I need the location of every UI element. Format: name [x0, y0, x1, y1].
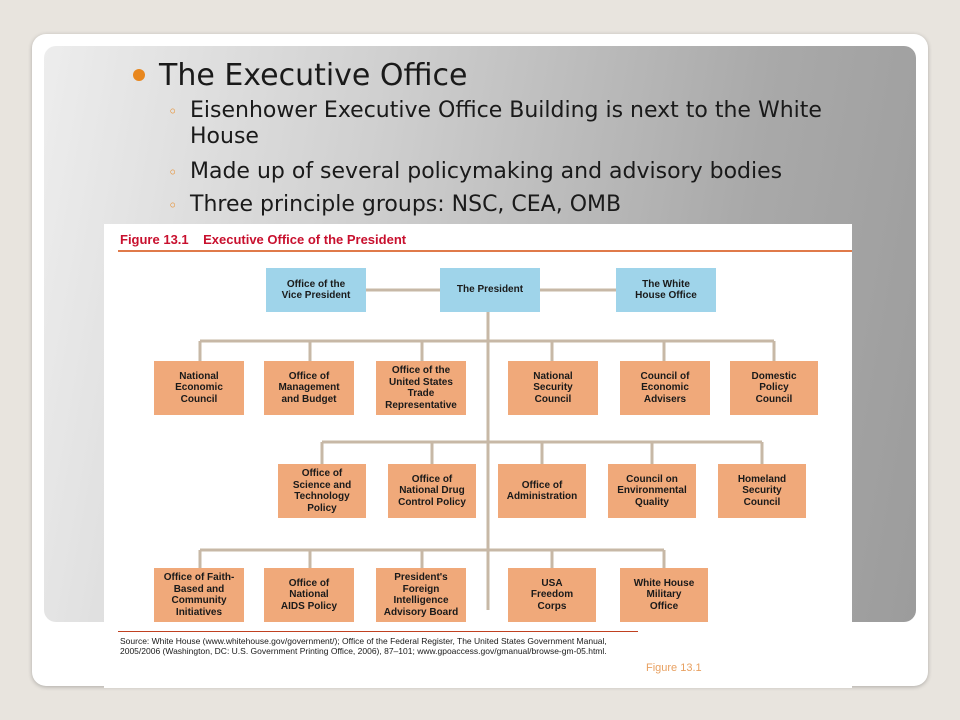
- org-box: Office of Faith- Based and Community Initiatives: [154, 568, 244, 622]
- bullet-dot-icon: [133, 69, 145, 81]
- figure-source: Source: White House (www.whitehouse.gov/government/); Office of the Federal Register, The United States Government Manual, 2005/2006 (Washington, DC: U.S. Government Printing Office, 2006), 87–101; www.gpoaccess.gov/gmanual/browse-gm-05.html.: [120, 636, 607, 656]
- bullet-text: Eisenhower Executive Office Building is next to the White House: [190, 98, 822, 149]
- org-box: White House Military Office: [620, 568, 708, 622]
- org-box: President's Foreign Intelligence Advisory Board: [376, 568, 466, 622]
- org-box: Council on Environmental Quality: [608, 464, 696, 518]
- org-chart-figure: [104, 224, 852, 688]
- bullet-item: [168, 98, 880, 150]
- org-box: Domestic Policy Council: [730, 361, 818, 415]
- org-box: National Economic Council: [154, 361, 244, 415]
- org-box: Office of Administration: [498, 464, 586, 518]
- source-rule: [118, 631, 638, 632]
- bullet-marker-icon: ◦: [168, 196, 178, 215]
- bullet-text: Three principle groups: NSC, CEA, OMB: [190, 192, 622, 217]
- org-box-vice-president: Office of the Vice President: [266, 268, 366, 312]
- slide-title-row: [133, 58, 468, 92]
- bullet-marker-icon: ◦: [168, 102, 178, 121]
- figure-title: Figure 13.1 Executive Office of the President: [120, 232, 407, 247]
- org-box: Office of Science and Technology Policy: [278, 464, 366, 518]
- bullet-marker-icon: ◦: [168, 163, 178, 182]
- org-box-president: The President: [440, 268, 540, 312]
- org-box: Homeland Security Council: [718, 464, 806, 518]
- org-box: Council of Economic Advisers: [620, 361, 710, 415]
- org-box: National Security Council: [508, 361, 598, 415]
- org-box: Office of National Drug Control Policy: [388, 464, 476, 518]
- bullet-item: [168, 192, 621, 219]
- org-box: Office of the United States Trade Representative: [376, 361, 466, 415]
- figure-caption: Figure 13.1: [646, 662, 702, 674]
- bullet-text: Made up of several policymaking and advisory bodies: [190, 159, 783, 184]
- bullet-item: [168, 159, 782, 186]
- org-box-white-house-office: The White House Office: [616, 268, 716, 312]
- org-box: Office of National AIDS Policy: [264, 568, 354, 622]
- org-box: USA Freedom Corps: [508, 568, 596, 622]
- org-box: Office of Management and Budget: [264, 361, 354, 415]
- slide-title: The Executive Office: [159, 57, 468, 93]
